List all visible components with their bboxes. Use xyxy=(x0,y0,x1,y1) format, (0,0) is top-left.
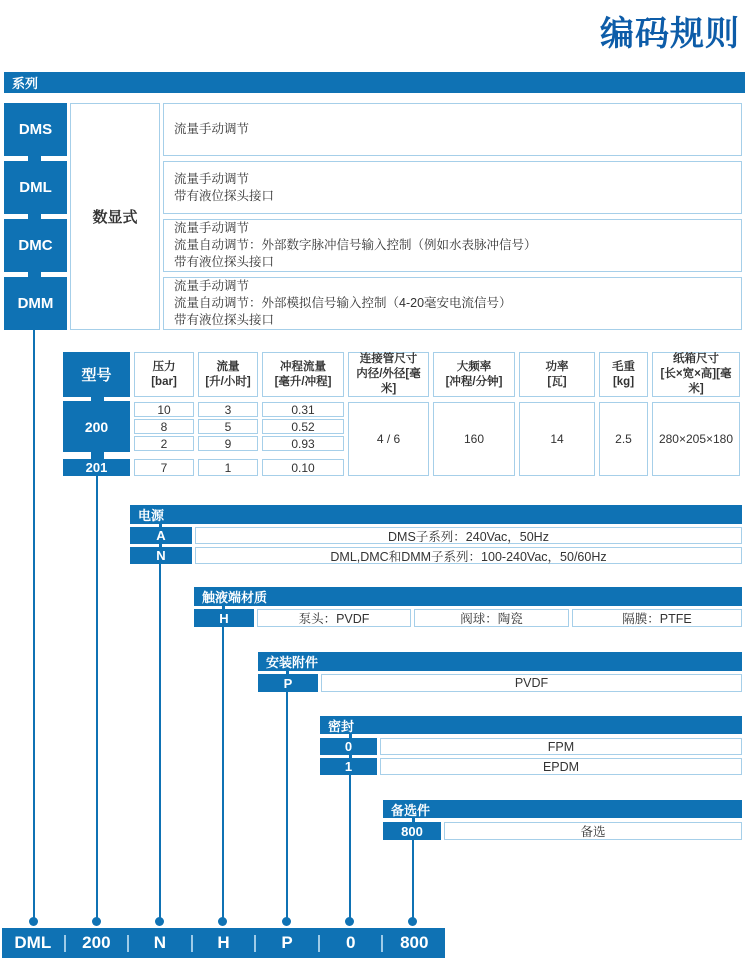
col-header-flow xyxy=(198,352,258,397)
connector-dot-series xyxy=(29,917,38,926)
connector-line-power xyxy=(159,564,161,920)
col-label: 功率 xyxy=(545,360,569,373)
table-cell-weight: 2.5 xyxy=(599,402,648,476)
model-code-201: 201 xyxy=(63,459,130,476)
table-cell: 8 xyxy=(134,419,194,434)
code-segment-series: DML xyxy=(14,933,52,952)
desc-line: 流量手动调节 xyxy=(174,171,250,186)
col-unit: [瓦] xyxy=(547,375,567,388)
seal-value-epdm: EPDM xyxy=(380,758,742,775)
mounting-code-p: P xyxy=(258,674,318,692)
col-header-weight xyxy=(599,352,648,397)
table-cell: 9 xyxy=(198,436,258,451)
options-value: 备选 xyxy=(444,822,742,840)
page-title: 编码规则 xyxy=(600,15,740,53)
desc-line: 流量手动调节 xyxy=(174,122,250,136)
options-section-bar xyxy=(383,800,742,818)
series-desc-dms xyxy=(163,103,742,156)
table-cell: 0.31 xyxy=(262,402,344,417)
example-code-bar xyxy=(2,928,445,958)
connector-line-options xyxy=(412,840,414,920)
desc-line: 流量手动调节 xyxy=(174,221,250,235)
table-cell: 2 xyxy=(134,436,194,451)
connector-dot-mounting xyxy=(282,917,291,926)
series-code-dmm: DMM xyxy=(4,277,67,330)
power-code-a: A xyxy=(130,527,192,544)
power-section-bar xyxy=(130,505,742,524)
desc-line: 带有液位探头接口 xyxy=(174,188,275,203)
seal-value-fpm: FPM xyxy=(380,738,742,755)
table-cell-frequency: 160 xyxy=(433,402,515,476)
series-section-bar xyxy=(4,72,745,93)
table-cell: 3 xyxy=(198,402,258,417)
col-unit: [长×宽×高][毫米] xyxy=(660,368,732,395)
col-unit: 内径/外径[毫米] xyxy=(356,368,421,395)
desc-line: 带有液位探头接口 xyxy=(174,255,275,269)
connector-line-wetted xyxy=(222,627,224,920)
col-header-pipe-size xyxy=(348,352,429,397)
connector-line-seal xyxy=(349,775,351,920)
code-segment-mounting: P xyxy=(281,933,293,952)
power-code-n: N xyxy=(130,547,192,564)
connector-dot-model xyxy=(92,917,101,926)
desc-line: 带有液位探头接口 xyxy=(174,313,275,327)
table-corner-header: 型号 xyxy=(63,352,130,397)
connector-dot-wetted xyxy=(218,917,227,926)
table-cell-power: 14 xyxy=(519,402,595,476)
mounting-value: PVDF xyxy=(321,674,742,692)
options-code-800: 800 xyxy=(383,822,441,840)
connector-line-model xyxy=(96,476,98,920)
col-unit: [冲程/分钟] xyxy=(445,375,503,388)
col-label: 压力 xyxy=(152,360,176,373)
options-section-title: 备选件 xyxy=(391,802,431,818)
col-label: 冲程流量 xyxy=(280,360,326,373)
col-label: 大频率 xyxy=(456,360,492,373)
connector-dot-options xyxy=(408,917,417,926)
col-header-frequency xyxy=(433,352,515,397)
wetted-section-bar xyxy=(194,587,742,606)
col-label: 毛重 xyxy=(612,360,635,373)
col-label: 流量 xyxy=(216,360,240,373)
connector-dot-power xyxy=(155,917,164,926)
table-cell: 1 xyxy=(198,459,258,476)
model-connector-2 xyxy=(91,452,104,459)
code-segment-seal: 0 xyxy=(345,933,356,952)
model-code-200: 200 xyxy=(63,401,130,452)
series-desc-dml xyxy=(163,161,742,214)
desc-line: 流量自动调节：外部数字脉冲信号输入控制（例如水表脉冲信号） xyxy=(174,238,537,252)
desc-line: 流量自动调节：外部模拟信号输入控制（4-20毫安电流信号） xyxy=(174,296,512,310)
seal-section-bar xyxy=(320,716,742,734)
seal-section-title: 密封 xyxy=(328,718,355,734)
connector-line-series xyxy=(33,330,35,920)
col-header-stroke-flow xyxy=(262,352,344,397)
power-value-a: DMS子系列：240Vac，50Hz xyxy=(195,527,742,544)
code-segment-power: N xyxy=(153,933,167,952)
col-header-power xyxy=(519,352,595,397)
code-segment-model: 200 xyxy=(82,933,111,952)
connector-dot-seal xyxy=(345,917,354,926)
series-connector-2 xyxy=(28,214,41,219)
series-code-dml: DML xyxy=(4,161,67,214)
col-header-pressure xyxy=(134,352,194,397)
seal-code-0: 0 xyxy=(320,738,377,755)
code-segment-options: 800 xyxy=(400,933,429,952)
series-connector-3 xyxy=(28,272,41,277)
power-value-n: DML,DMC和DMM子系列：100-240Vac，50/60Hz xyxy=(195,547,742,564)
table-cell: 5 xyxy=(198,419,258,434)
table-cell: 0.93 xyxy=(262,436,344,451)
series-desc-dmm xyxy=(163,277,742,330)
connector-line-mounting xyxy=(286,692,288,920)
col-header-carton xyxy=(652,352,740,397)
wetted-code-h: H xyxy=(194,609,254,627)
code-segment-wetted: H xyxy=(217,933,230,952)
wetted-cell-valve-ball: 阀球：陶瓷 xyxy=(414,609,569,627)
col-unit: [kg] xyxy=(612,375,635,388)
col-label: 连接管尺寸 xyxy=(359,353,418,365)
col-label: 纸箱尺寸 xyxy=(673,353,719,365)
table-cell: 7 xyxy=(134,459,194,476)
series-section-title: 系列 xyxy=(12,76,39,91)
col-unit: [bar] xyxy=(151,375,177,388)
table-cell: 0.52 xyxy=(262,419,344,434)
series-group-box: 数显式 xyxy=(70,103,160,330)
power-section-title: 电源 xyxy=(138,508,165,523)
wetted-cell-diaphragm: 隔膜：PTFE xyxy=(572,609,742,627)
wetted-section-title: 触液端材质 xyxy=(202,590,268,605)
mounting-section-title: 安装附件 xyxy=(266,655,319,670)
series-code-dmc: DMC xyxy=(4,219,67,272)
table-cell-pipe: 4 / 6 xyxy=(348,402,429,476)
col-unit: [升/小时] xyxy=(205,375,251,388)
wetted-cell-pump-head: 泵头：PVDF xyxy=(257,609,411,627)
table-cell-carton: 280×205×180 xyxy=(652,402,740,476)
table-cell: 10 xyxy=(134,402,194,417)
col-unit: [毫升/冲程] xyxy=(274,375,332,388)
series-desc-dmc xyxy=(163,219,742,272)
series-code-dms: DMS xyxy=(4,103,67,156)
table-cell: 0.10 xyxy=(262,459,344,476)
seal-code-1: 1 xyxy=(320,758,377,775)
mounting-section-bar xyxy=(258,652,742,671)
series-connector-1 xyxy=(28,156,41,161)
desc-line: 流量手动调节 xyxy=(174,279,250,293)
